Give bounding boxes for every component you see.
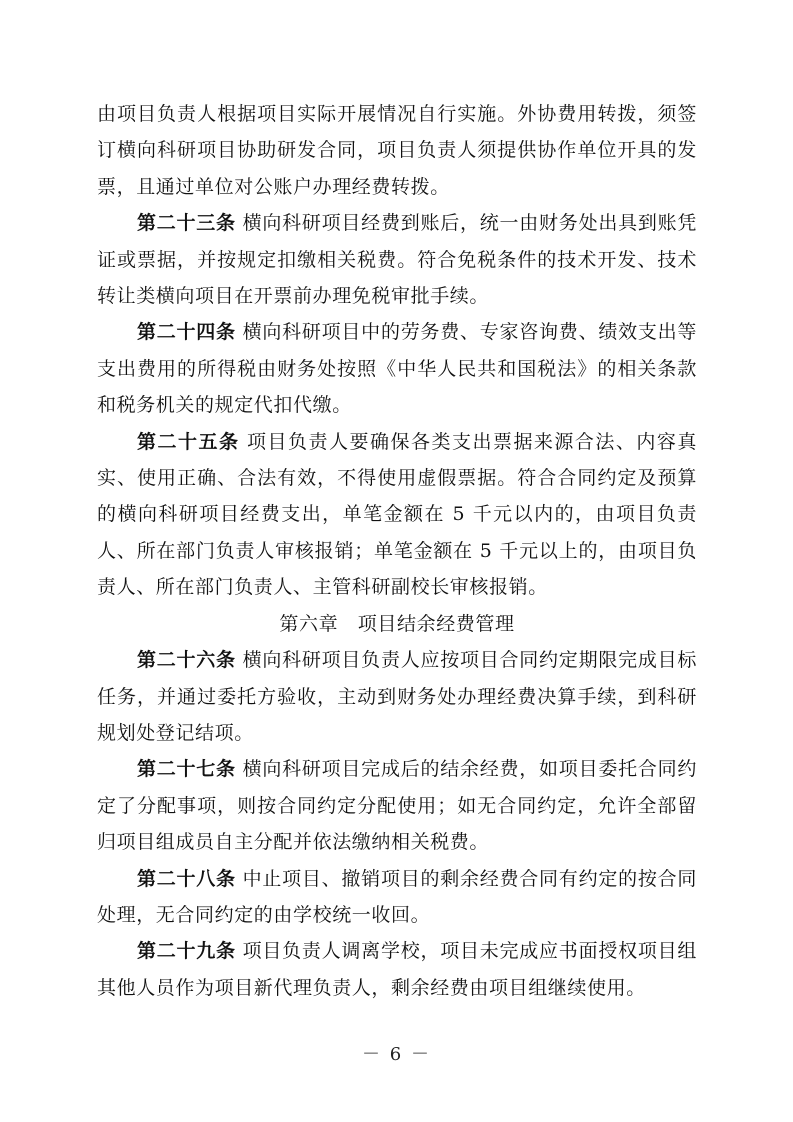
article-number: 第二十七条 bbox=[137, 758, 236, 781]
article-25 bbox=[97, 424, 697, 606]
article-text: 项目负责人调离学校，项目未完成应书面授权项目组其他人员作为项目新代理负责人，剩余经费由项目组继续使用。 bbox=[97, 940, 697, 999]
article-number: 第二十九条 bbox=[137, 940, 236, 963]
article-26 bbox=[97, 642, 697, 751]
article-number: 第二十四条 bbox=[137, 321, 236, 344]
article-text: 横向科研项目中的劳务费、专家咨询费、绩效支出等支出费用的所得税由财务处按照《中华人民共和国税法》的相关条款和税务机关的规定代扣代缴。 bbox=[97, 321, 697, 417]
article-27 bbox=[97, 751, 697, 860]
document-body bbox=[97, 96, 697, 1006]
paragraph-text: 由项目负责人根据项目实际开展情况自行实施。外协费用转拨，须签订横向科研项目协助研发合同，项目负责人须提供协作单位开具的发票，且通过单位对公账户办理经费转拨。 bbox=[97, 103, 697, 198]
article-number: 第二十五条 bbox=[137, 430, 240, 453]
article-number: 第二十六条 bbox=[137, 649, 236, 672]
article-28 bbox=[97, 861, 697, 934]
article-text: 中止项目、撤销项目的剩余经费合同有约定的按合同处理，无合同约定的由学校统一收回。 bbox=[97, 867, 697, 926]
paragraph-continued bbox=[97, 96, 697, 205]
article-text: 横向科研项目负责人应按项目合同约定期限完成目标任务，并通过委托方验收，主动到财务处办理经费决算手续，到科研规划处登记结项。 bbox=[97, 649, 697, 744]
article-text: 项目负责人要确保各类支出票据来源合法、内容真实、使用正确、合法有效，不得使用虚假票据。符合合同约定及预算的横向科研项目经费支出，单笔金额在 5 千元以内的，由项目负责人、所在部门负责人审核报销；单笔金额在 5 千元以上的，由项目负责人、所在部门负责人、主管科研副校长审核报销。 bbox=[97, 430, 697, 599]
article-29 bbox=[97, 933, 697, 1006]
chapter-title: 第六章 项目结余经费管理 bbox=[279, 612, 515, 635]
article-number: 第二十三条 bbox=[137, 212, 236, 235]
article-23 bbox=[97, 205, 697, 314]
article-24 bbox=[97, 314, 697, 423]
article-text: 横向科研项目经费到账后，统一由财务处出具到账凭证或票据，并按规定扣缴相关税费。符合免税条件的技术开发、技术转让类横向项目在开票前办理免税审批手续。 bbox=[97, 212, 697, 308]
article-text: 横向科研项目完成后的结余经费，如项目委托合同约定了分配事项，则按合同约定分配使用；如无合同约定，允许全部留归项目组成员自主分配并依法缴纳相关税费。 bbox=[97, 758, 697, 854]
article-number: 第二十八条 bbox=[137, 867, 236, 890]
page-number: － 6 － bbox=[362, 1044, 431, 1065]
